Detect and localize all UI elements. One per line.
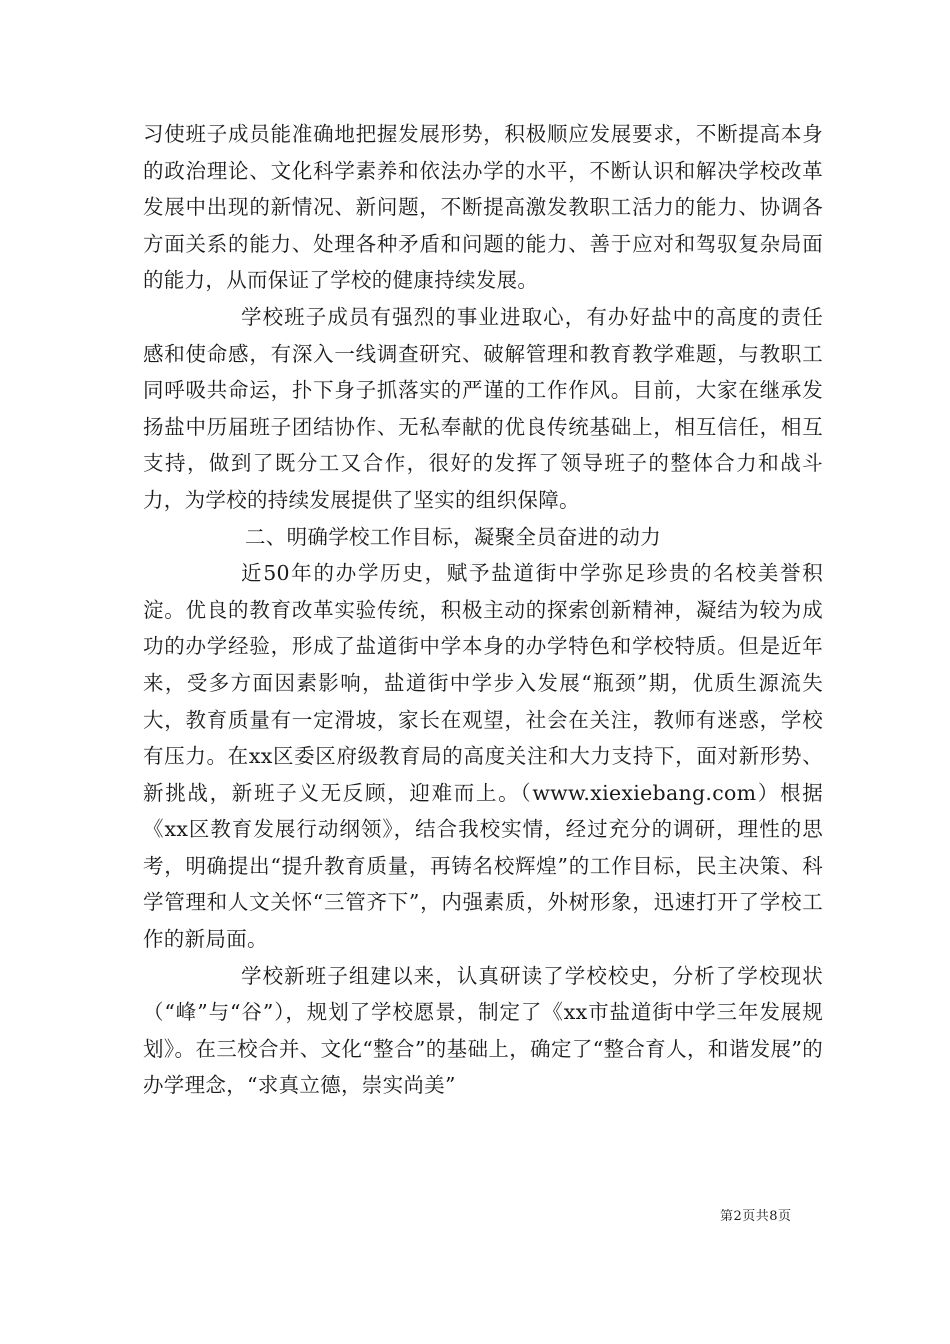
paragraph-school-history: 近50年的办学历史，赋予盐道街中学弥足珍贵的名校美誉积淀。优良的教育改革实验传统，积极主动的探索创新精神，凝结为较为成功的办学经验，形成了盐道街中学本身的办学特色和学校特质。但是近年来，受多方面因素影响，盐道街中学步入发展“瓶颈”期，优质生源流失大，教育质量有一定滑坡，家长在观望，社会在关注，教师有迷惑，学校有压力。在xx区委区府级教育局的高度关注和大力支持下，面对新形势、新挑战，新班子义无反顾，迎难而上。（www.xiexiebang.com）根据《xx区教育发展行动纲领》，结合我校实情，经过充分的调研，理性的思考，明确提出“提升教育质量，再铸名校辉煌”的工作目标，民主决策、科学管理和人文关怀“三管齐下”，内强素质，外树形象，迅速打开了学校工作的新局面。	[143, 561, 823, 952]
paragraph-development-plan: 学校新班子组建以来，认真研读了学校校史，分析了学校现状（“峰”与“谷”），规划了学校愿景，制定了《xx市盐道街中学三年发展规划》。在三校合并、文化“整合”的基础上，确定了“整合育人，和谐发展”的办学理念，“求真立德，崇实尚美”	[143, 963, 823, 1098]
paragraph-continuation: 习使班子成员能准确地把握发展形势，积极顺应发展要求，不断提高本身的政治理论、文化科学素养和依法办学的水平，不断认识和解决学校改革发展中出现的新情况、新问题，不断提高激发教职工活力的能力、协调各方面关系的能力、处理各种矛盾和问题的能力、善于应对和驾驭复杂局面的能力，从而保证了学校的健康持续发展。	[143, 122, 823, 293]
paragraph-leadership-style: 学校班子成员有强烈的事业进取心，有办好盐中的高度的责任感和使命感，有深入一线调查研究、破解管理和教育教学难题，与教职工同呼吸共命运，扑下身子抓落实的严谨的工作作风。目前，大家在继承发扬盐中历届班子团结协作、无私奉献的优良传统基础上，相互信任，相互支持，做到了既分工又合作，很好的发挥了领导班子的整体合力和战斗力，为学校的持续发展提供了坚实的组织保障。	[143, 304, 823, 512]
document-body	[143, 116, 823, 1104]
page-number-footer: 第2页共8页	[720, 1209, 792, 1224]
section-heading: 二、明确学校工作目标，凝聚全员奋进的动力	[245, 524, 661, 549]
